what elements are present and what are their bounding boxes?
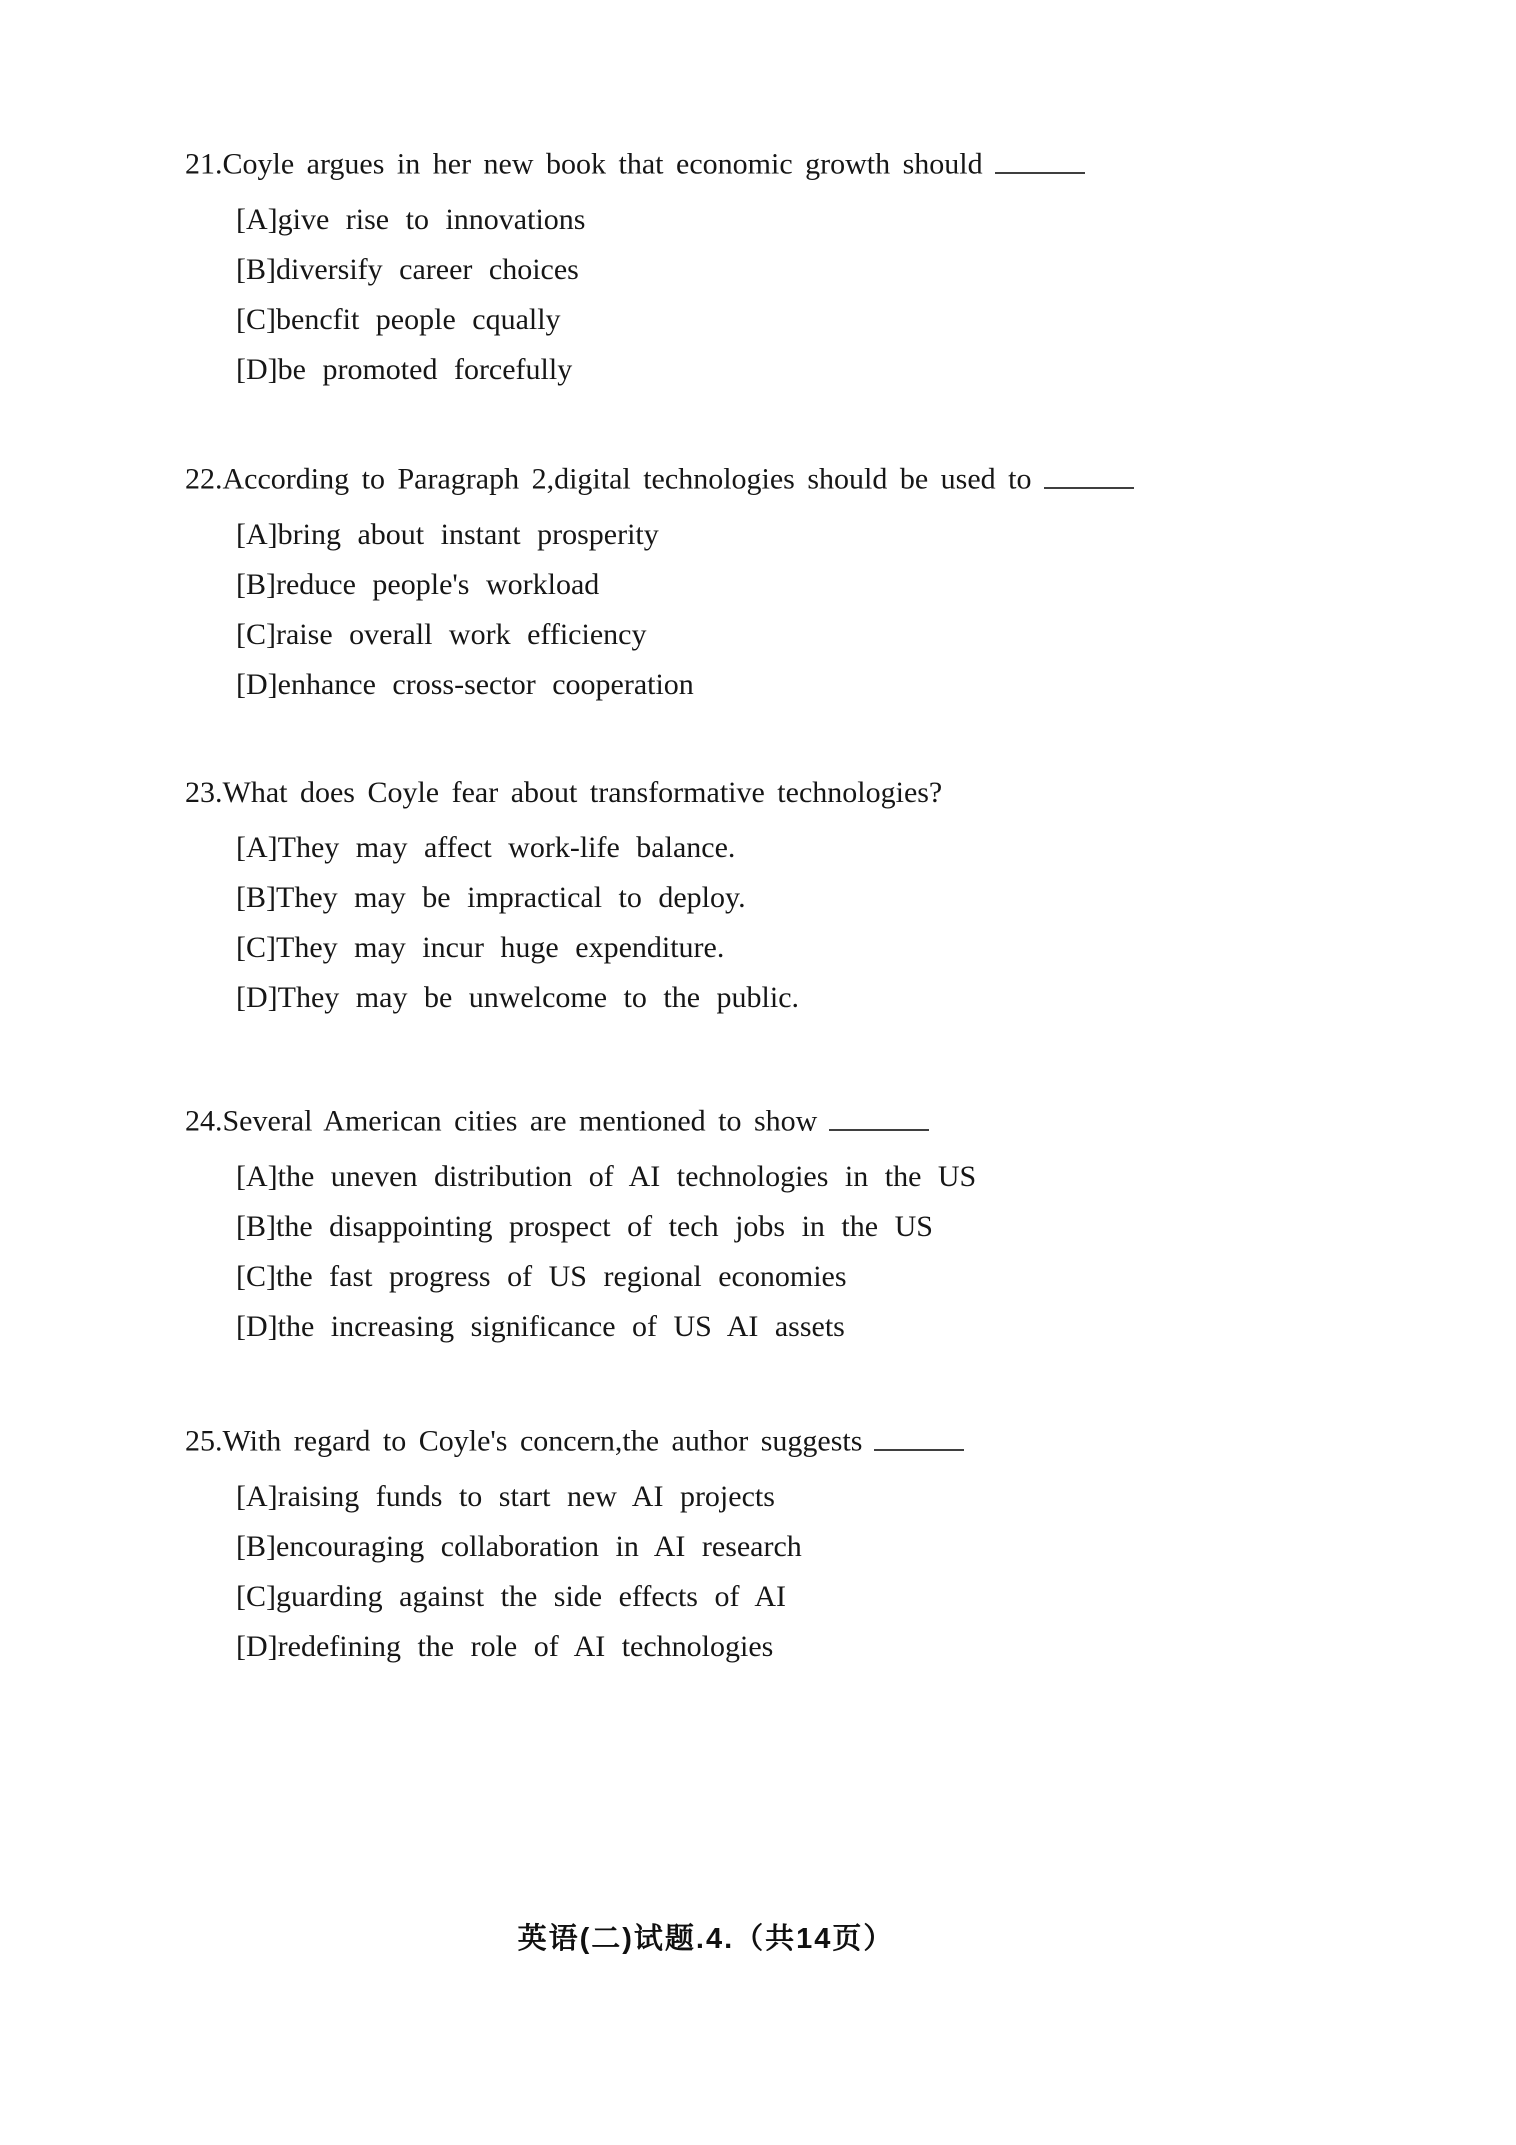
answer-blank [829, 1100, 929, 1131]
question-25-stem [185, 1420, 1466, 1460]
question-21-stem [185, 143, 1466, 183]
option-label: [A] [236, 517, 278, 551]
question-22-stem-text: According to Paragraph 2,digital technologies should be used to [222, 462, 1032, 496]
option-text: guarding against the side effects of AI [276, 1579, 786, 1613]
option-text: raising funds to start new AI projects [277, 1479, 775, 1513]
question-22-option-a [236, 510, 1466, 560]
option-label: [C] [236, 1259, 276, 1293]
option-label: [D] [236, 667, 278, 701]
question-24-stem-text: Several American cities are mentioned to show [222, 1104, 818, 1138]
question-25-option-c [236, 1572, 1466, 1622]
option-text: bring about instant prosperity [277, 517, 659, 551]
option-label: [C] [236, 1579, 276, 1613]
question-23-option-a [236, 823, 1466, 873]
question-24-number: 24. [185, 1104, 223, 1138]
question-21 [185, 143, 1466, 395]
option-label: [D] [236, 352, 278, 386]
option-text: raise overall work efficiency [276, 617, 647, 651]
question-25-option-d [236, 1622, 1466, 1672]
question-23-option-c [236, 923, 1466, 973]
question-23-number: 23. [185, 776, 223, 809]
question-23-options [236, 823, 1466, 1023]
option-text: be promoted forcefully [277, 352, 573, 386]
question-24 [185, 1100, 1466, 1352]
question-25-stem-text: With regard to Coyle's concern,the author suggests [222, 1424, 863, 1458]
option-label: [C] [236, 302, 276, 336]
option-label: [B] [236, 881, 276, 914]
question-25 [185, 1420, 1466, 1672]
question-21-options [236, 195, 1466, 395]
question-25-options [236, 1472, 1466, 1672]
answer-blank [874, 1420, 964, 1451]
option-text: They may be unwelcome to the public. [277, 981, 800, 1014]
page-footer: 英语(二)试题.4.（共14页） [517, 1923, 895, 1955]
option-text: They may affect work-life balance. [277, 831, 736, 864]
question-21-option-d [236, 345, 1466, 395]
answer-blank [995, 143, 1085, 174]
question-25-option-b [236, 1522, 1466, 1572]
question-22-number: 22. [185, 462, 223, 496]
option-text: the disappointing prospect of tech jobs in the US [276, 1209, 933, 1243]
option-text: diversify career choices [276, 252, 579, 286]
question-22-stem [185, 458, 1466, 498]
question-25-option-a [236, 1472, 1466, 1522]
option-label: [B] [236, 567, 276, 601]
question-22 [185, 458, 1466, 710]
question-24-option-d [236, 1302, 1466, 1352]
option-label: [C] [236, 617, 276, 651]
question-22-option-d [236, 660, 1466, 710]
question-23-stem-text: What does Coyle fear about transformative technologies? [222, 776, 943, 809]
option-label: [A] [236, 202, 278, 236]
question-25-number: 25. [185, 1424, 223, 1458]
option-text: the increasing significance of US AI assets [277, 1309, 845, 1343]
option-text: redefining the role of AI technologies [277, 1629, 774, 1663]
question-23 [185, 775, 1466, 1023]
question-21-option-c [236, 295, 1466, 345]
option-label: [C] [236, 931, 276, 964]
option-text: encouraging collaboration in AI research [276, 1529, 802, 1563]
question-24-option-a [236, 1152, 1466, 1202]
question-24-options [236, 1152, 1466, 1352]
option-text: bencfit people cqually [276, 302, 561, 336]
question-23-option-d [236, 973, 1466, 1023]
question-22-option-b [236, 560, 1466, 610]
question-23-option-b [236, 873, 1466, 923]
option-text: give rise to innovations [277, 202, 586, 236]
option-label: [B] [236, 252, 276, 286]
option-text: enhance cross-sector cooperation [277, 667, 694, 701]
question-21-stem-text: Coyle argues in her new book that economic growth should [222, 147, 983, 181]
question-21-number: 21. [185, 147, 223, 181]
option-label: [D] [236, 1629, 278, 1663]
option-text: They may incur huge expenditure. [276, 931, 725, 964]
option-label: [A] [236, 1479, 278, 1513]
question-23-stem [185, 775, 1466, 811]
option-label: [A] [236, 1159, 278, 1193]
question-22-options [236, 510, 1466, 710]
option-label: [D] [236, 1309, 278, 1343]
option-label: [B] [236, 1209, 276, 1243]
option-text: They may be impractical to deploy. [276, 881, 746, 914]
question-21-option-b [236, 245, 1466, 295]
option-text: the uneven distribution of AI technologies in the US [277, 1159, 977, 1193]
question-24-option-b [236, 1202, 1466, 1252]
question-24-option-c [236, 1252, 1466, 1302]
option-text: reduce people's workload [276, 567, 600, 601]
option-text: the fast progress of US regional economies [276, 1259, 847, 1293]
question-24-stem [185, 1100, 1466, 1140]
option-label: [B] [236, 1529, 276, 1563]
option-label: [A] [236, 831, 278, 864]
question-22-option-c [236, 610, 1466, 660]
question-21-option-a [236, 195, 1466, 245]
answer-blank [1044, 458, 1134, 489]
option-label: [D] [236, 981, 278, 1014]
